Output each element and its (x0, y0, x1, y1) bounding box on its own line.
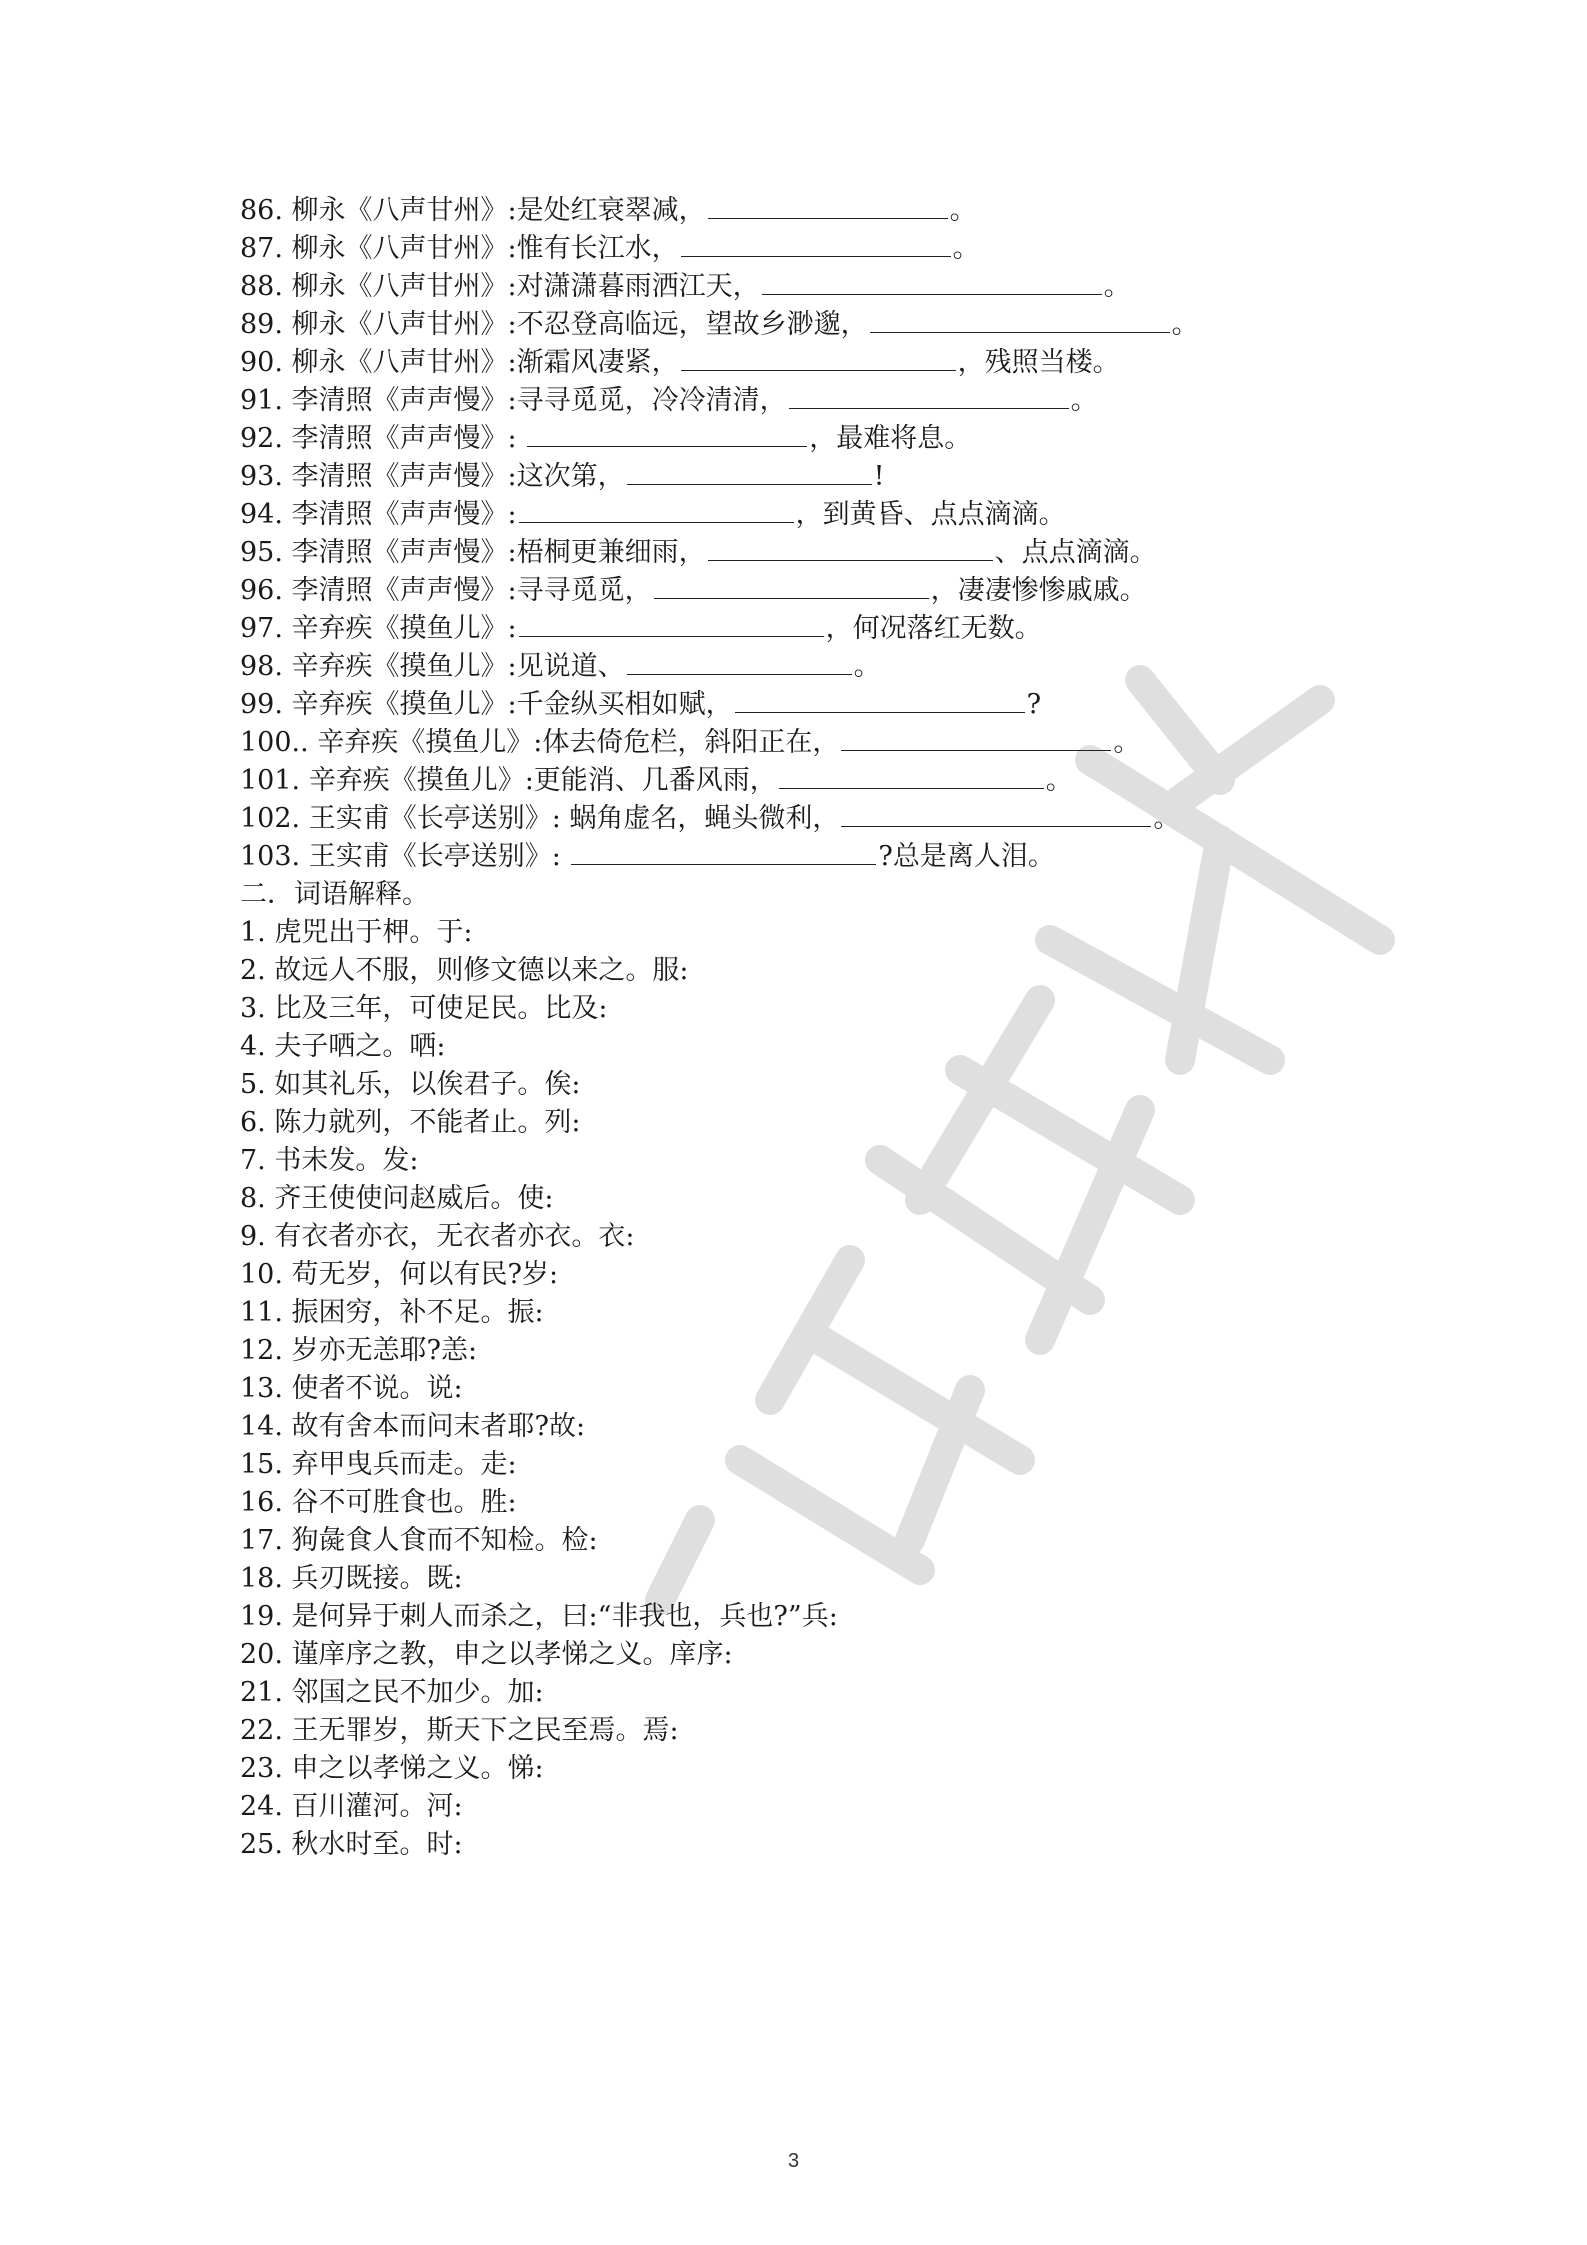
question-suffix: 。 (1045, 765, 1073, 796)
answer-blank[interactable] (571, 840, 876, 865)
question-text: 94. 李清照《声声慢》: (240, 499, 517, 530)
answer-blank[interactable] (762, 270, 1102, 295)
fill-in-item (240, 686, 1360, 724)
question-suffix: ，到黄昏、点点滴滴。 (795, 499, 1066, 530)
fill-in-item (240, 420, 1360, 458)
question-text: 92. 李清照《声声慢》: (240, 423, 526, 454)
answer-blank[interactable] (708, 536, 993, 561)
question-text: 87. 柳永《八声甘州》:惟有长江水， (240, 233, 679, 264)
vocab-item: 2. 故远人不服，则修文德以来之。服: (240, 955, 689, 986)
fill-in-item (240, 724, 1360, 762)
vocab-item: 11. 振困穷，补不足。振: (240, 1297, 544, 1328)
question-text: 89. 柳永《八声甘州》:不忍登高临远，望故乡渺邈， (240, 309, 868, 340)
answer-blank[interactable] (841, 726, 1111, 751)
question-suffix: 。 (1070, 385, 1098, 416)
question-text: 101. 辛弃疾《摸鱼儿》:更能消、几番风雨， (240, 765, 777, 796)
fill-in-item (240, 306, 1360, 344)
fill-in-item (240, 610, 1360, 648)
question-suffix: 。 (853, 651, 881, 682)
question-text: 99. 辛弃疾《摸鱼儿》:千金纵买相如赋， (240, 689, 733, 720)
answer-blank[interactable] (654, 574, 929, 599)
vocab-item: 25. 秋水时至。时: (240, 1829, 463, 1860)
answer-blank[interactable] (519, 612, 824, 637)
vocab-item: 3. 比及三年，可使足民。比及: (240, 993, 608, 1024)
answer-blank[interactable] (681, 232, 951, 257)
answer-blank[interactable] (735, 688, 1025, 713)
fill-in-list (240, 192, 1360, 876)
fill-in-item (240, 192, 1360, 230)
question-suffix: ，最难将息。 (809, 423, 972, 454)
fill-in-item (240, 344, 1360, 382)
fill-in-item (240, 268, 1360, 306)
question-text: 103. 王实甫《长亭送别》: (240, 841, 570, 872)
question-suffix: ，何况落红无数。 (825, 613, 1042, 644)
question-suffix: ?总是离人泪。 (878, 841, 1055, 872)
fill-in-item (240, 534, 1360, 572)
vocab-item: 21. 邻国之民不加少。加: (240, 1677, 544, 1708)
page-number: 3 (787, 2150, 800, 2172)
question-text: 95. 李清照《声声慢》:梧桐更兼细雨， (240, 537, 706, 568)
question-text: 86. 柳永《八声甘州》:是处红衰翠减， (240, 195, 706, 226)
vocab-item: 22. 王无罪岁，斯天下之民至焉。焉: (240, 1715, 679, 1746)
vocab-list (240, 914, 1360, 1864)
question-text: 98. 辛弃疾《摸鱼儿》:见说道、 (240, 651, 625, 682)
fill-in-item (240, 382, 1360, 420)
vocab-item: 5. 如其礼乐，以俟君子。俟: (240, 1069, 581, 1100)
question-suffix: ! (873, 461, 885, 492)
fill-in-item (240, 800, 1360, 838)
question-text: 102. 王实甫《长亭送别》: 蜗角虚名，蝇头微利， (240, 803, 840, 834)
fill-in-item (240, 762, 1360, 800)
answer-blank[interactable] (870, 308, 1170, 333)
answer-blank[interactable] (519, 498, 794, 523)
fill-in-item (240, 496, 1360, 534)
vocab-item: 18. 兵刃既接。既: (240, 1563, 463, 1594)
vocab-item: 9. 有衣者亦衣，无衣者亦衣。衣: (240, 1221, 635, 1252)
question-text: 93. 李清照《声声慢》:这次第， (240, 461, 625, 492)
vocab-item: 20. 谨庠序之教，申之以孝悌之义。庠序: (240, 1639, 733, 1670)
question-text: 100.. 辛弃疾《摸鱼儿》:体去倚危栏，斜阳正在， (240, 727, 840, 758)
vocab-item: 15. 弃甲曳兵而走。走: (240, 1449, 517, 1480)
vocab-item: 17. 狗彘食人食而不知检。检: (240, 1525, 598, 1556)
question-suffix: 。 (1113, 727, 1141, 758)
vocab-item: 1. 虎兕出于柙。于: (240, 917, 473, 948)
answer-blank[interactable] (527, 422, 807, 447)
answer-blank[interactable] (627, 650, 852, 675)
vocab-item: 4. 夫子哂之。哂: (240, 1031, 446, 1062)
vocab-item: 19. 是何异于刺人而杀之，曰:“非我也，兵也?”兵: (240, 1601, 838, 1632)
answer-blank[interactable] (627, 460, 872, 485)
answer-blank[interactable] (841, 802, 1151, 827)
question-suffix: 。 (1153, 803, 1181, 834)
question-text: 97. 辛弃疾《摸鱼儿》: (240, 613, 517, 644)
vocab-item: 7. 书未发。发: (240, 1145, 419, 1176)
answer-blank[interactable] (681, 346, 956, 371)
vocab-item: 24. 百川灌河。河: (240, 1791, 463, 1822)
vocab-item: 14. 故有舍本而问末者耶?故: (240, 1411, 586, 1442)
answer-blank[interactable] (789, 384, 1069, 409)
question-text: 91. 李清照《声声慢》:寻寻觅觅，冷冷清清， (240, 385, 787, 416)
vocab-item: 12. 岁亦无恙耶?恙: (240, 1335, 478, 1366)
worksheet (240, 192, 1360, 1864)
question-suffix: 。 (949, 195, 977, 226)
section-title: 二．词语解释。 (240, 879, 429, 910)
fill-in-item (240, 230, 1360, 268)
vocab-item: 23. 申之以孝悌之义。悌: (240, 1753, 544, 1784)
fill-in-item (240, 458, 1360, 496)
answer-blank[interactable] (708, 194, 948, 219)
question-suffix: 、点点滴滴。 (994, 537, 1157, 568)
vocab-item: 16. 谷不可胜食也。胜: (240, 1487, 517, 1518)
fill-in-item (240, 838, 1360, 876)
vocab-item: 13. 使者不说。说: (240, 1373, 463, 1404)
question-suffix: ，残照当楼。 (957, 347, 1120, 378)
question-suffix: ? (1026, 689, 1042, 720)
vocab-item: 6. 陈力就列，不能者止。列: (240, 1107, 581, 1138)
question-text: 88. 柳永《八声甘州》:对潇潇暮雨洒江天， (240, 271, 760, 302)
question-suffix: 。 (952, 233, 980, 264)
answer-blank[interactable] (779, 764, 1044, 789)
question-suffix: 。 (1171, 309, 1199, 340)
question-suffix: 。 (1103, 271, 1131, 302)
vocab-item: 10. 苟无岁，何以有民?岁: (240, 1259, 559, 1290)
fill-in-item (240, 572, 1360, 610)
question-text: 96. 李清照《声声慢》:寻寻觅觅， (240, 575, 652, 606)
fill-in-item (240, 648, 1360, 686)
question-text: 90. 柳永《八声甘州》:渐霜风凄紧， (240, 347, 679, 378)
question-suffix: ，凄凄惨惨戚戚。 (930, 575, 1147, 606)
vocab-item: 8. 齐王使使问赵威后。使: (240, 1183, 554, 1214)
